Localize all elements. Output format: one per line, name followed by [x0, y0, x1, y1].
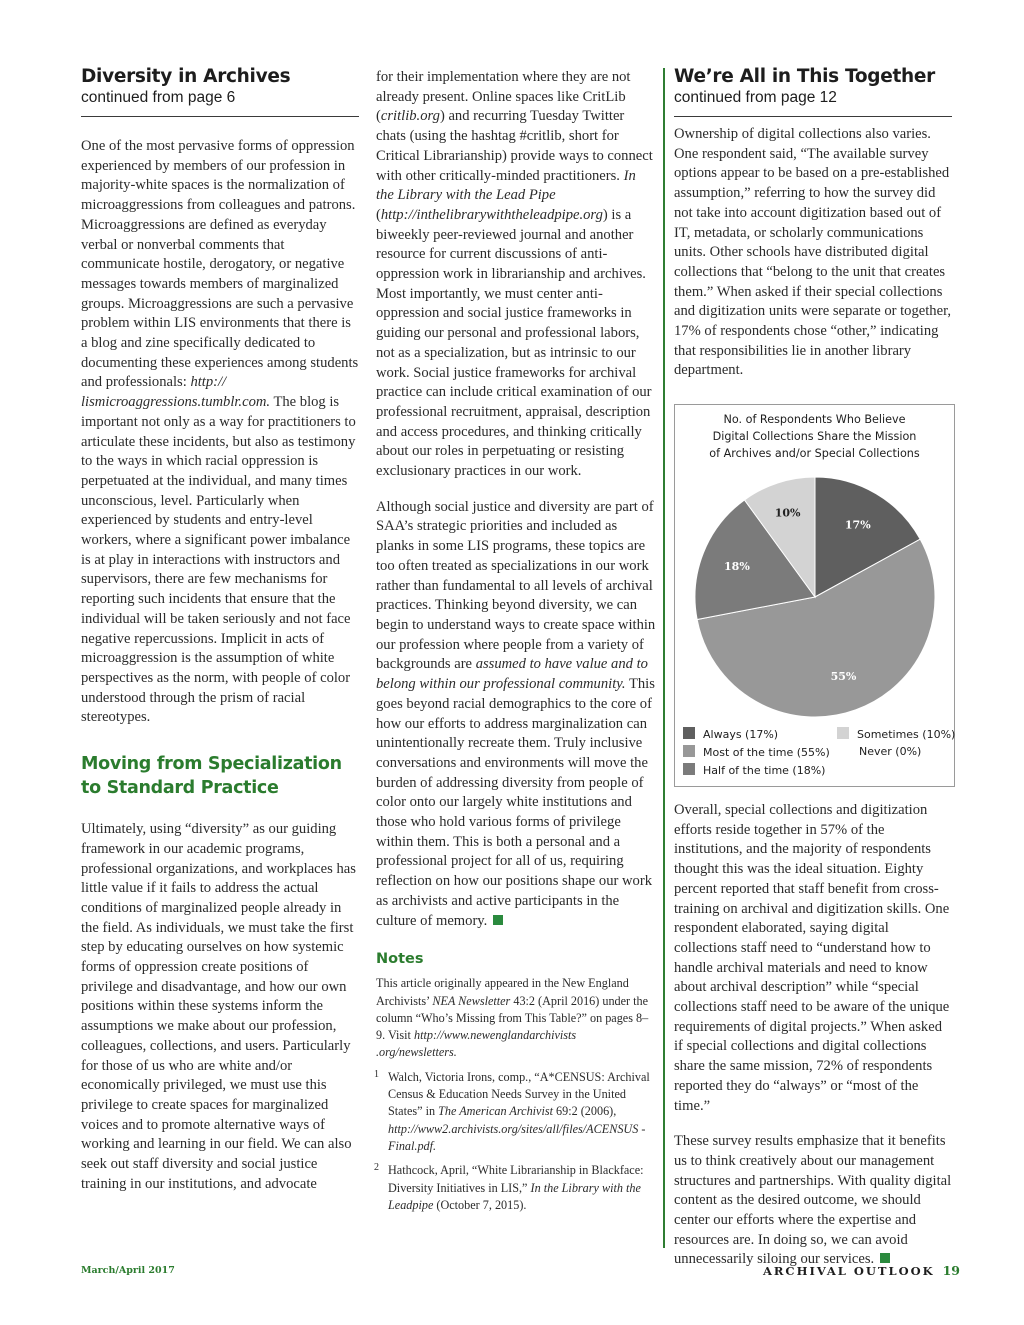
- body-paragraph: These survey results emphasize that it benefits us to think creatively about our management structures and partnerships. With quality digital content as the desired outcome, we should center our efforts where the expertise and resources are. In doing so, we can avoid unnecessarily siloing our services.: [674, 1133, 952, 1268]
- legend-item-sometimes: Sometimes (10%): [837, 727, 955, 741]
- footer-running-title: ARCHIVAL OUTLOOK 19: [762, 1263, 960, 1278]
- pie-slice-label: 55%: [830, 670, 857, 683]
- chart-title: No. of Respondents Who Believe Digital Collections Share the Mission of Archives and/or Special Collections: [709, 413, 920, 460]
- right-column-lower: [674, 801, 952, 1270]
- legend-swatch: [683, 763, 695, 775]
- pie-chart-box: [674, 404, 955, 787]
- body-paragraph: Ultimately, using “diversity” as our guiding framework in our academic programs, professional organizations, and workplaces has little value if it fails to address the actual conditions of marginalized people already in the field. As individuals, we must take the first step by educating ourselves on how systemic forms of oppression create positions of privilege and disadvantage, and how our own positions within these systems inform the assumptions we make about our profession, colleagues, collections, and users. Particularly for those of us who are white and/or economically privileged, we must use this privilege to create spaces for marginalized voices and to promote alternative ways of working and learning in our field. We can also seek out staff diversity and social justice training in our institutions, and advocate: [81, 821, 356, 1192]
- pie-slice-label: 10%: [774, 506, 801, 520]
- column-divider: [663, 68, 665, 1248]
- footnote-number: 1: [374, 1068, 379, 1080]
- footnote-2: 2 Hathcock, April, “White Librarianship in Blackface: Diversity Initiatives in LIS,” In the Library with the Leadpipe (October 7, 2015).: [376, 1162, 656, 1214]
- continued-line: continued from page 12: [674, 89, 837, 106]
- continued-line: continued from page 6: [81, 89, 236, 106]
- section-heading: Moving from Specialization to Standard Practice: [81, 754, 342, 799]
- legend-item-never: Never (0%): [859, 745, 922, 758]
- note-intro: This article originally appeared in the New England Archivists’ NEA Newsletter 43:2 (April 2016) under the column “Who’s Missing from This Table?” on pages 8–9. Visit http://www.newenglandarchivists .org/newsletters.: [376, 976, 649, 1060]
- body-paragraph: Overall, special collections and digitization efforts reside together in 57% of the institutions, and the majority of respondents thought this was the ideal situation. Eighty percent reported that staff benefit from cross-training on archival and digitization skills. One respondent elaborated, saying digital collections staff need to “understand how to handle archival materials and need to know about archival description” while “special collections staff need to be aware of the unique requirements of digital projects.” When asked if special collections and digital collections share the same mission, 72% of respondents reported they do “always” or “most of the time.”: [674, 802, 950, 1114]
- body-paragraph: Ownership of digital collections also varies. One respondent said, “The available survey options appear to be based on a pre-established assumption,” referring to how the survey did not take into account digitization based out of IT, metadata, or scholarly communications units. Other schools have distributed digital collections that “belong to the unit that creates them.” When asked if their special collections and digitization units were separate or together, 17% of respondents chose “other,” indicating that responsibilities lie in another library department.: [674, 126, 952, 379]
- body-paragraph: for their implementation where they are not already present. Online spaces like CritLib (critlib.org) and recurring Tuesday Twitter chats (using the hashtag #critlib, short for Critical Librarianship) provide ways to connect with other critically-minded practitioners. In the Library with the Lead Pipe (http://inthelibrarywiththeleadpipe.org) is a biweekly peer-reviewed journal and another resource for current discussions of anti-oppression work in librarianship and archives. Most importantly, we must center anti-oppression and social justice frameworks in guiding our personal and professional labors, not as a specialization, but as intrinsic to our work. Social justice frameworks for archival practice can include critical examination of our professional recruitment, appraisal, description and access procedures, and thinking critically about our roles in perpetuating or resisting exclusionary practices in our work.: [376, 69, 653, 480]
- legend-item-most: Most of the time (55%): [683, 745, 830, 759]
- body-paragraph: One of the most pervasive forms of oppression experienced by members of our profession in majority-white spaces is the normalization of microaggressions from colleagues and patrons. Microaggressions are defined as everyday verbal or nonverbal comments that communicate hostile, derogatory, or negative messages towards members of marginalized groups. Microaggressions are such a pervasive problem within LIS environments that there is a blog and zine specifically dedicated to documenting these experiences among students and professionals: http:// lismicroaggressions.tumblr.com. The blog is important not only as a way for practitioners to articulate these incidents, but also as testimony to the ways in which racial oppression is perpetuated at the individual, and many times unconscious, level. Particularly when experienced by students and entry-level workers, where a significant power imbalance is at play in interactions with instructors and supervisors, there are few mechanisms for reporting such incidents that ensure that the individual will be taken seriously and not face negative repercussions. Implicit in acts of microaggression is the assumption of white perspectives as the norm, with people of color understood through the prism of racial stereotypes.: [81, 138, 359, 726]
- middle-column: [376, 66, 656, 1214]
- end-of-article-mark: [880, 1253, 890, 1263]
- legend-swatch: [683, 727, 695, 739]
- left-column: [81, 66, 359, 1194]
- article-title-together: We’re All in This Together: [674, 66, 935, 87]
- body-paragraph: Although social justice and diversity are part of SAA’s strategic priorities and included as planks in some LIS programs, these topics are too often treated as specializations in our work rather than fundamental to all levels of archival practices. Thinking beyond diversity, we can begin to understand ways to create space within our profession where people from a variety of backgrounds are assumed to have value and to belong within our professional community. This goes beyond racial demographics to the core of how our efforts to address marginalization can unintentionally recreate them. Truly inclusive conversations and environments will move the burden of addressing diversity from people of color onto our largely white institutions and those who hold various forms of privilege within them. This is both a personal and a professional project for all of us, requiring reflection on how our positions shape our work as archivists and active participants in the culture of memory.: [376, 498, 656, 929]
- footnote-1: 1 Walch, Victoria Irons, comp., “A*CENSUS: Archival Census & Education Needs Survey in the United States” in The American Archivist 69:2 (2006), http://www2.archivists.org/sites/all/files/ACENSUS -Final.pdf.: [376, 1069, 656, 1155]
- legend-item-half: Half of the time (18%): [683, 763, 825, 777]
- title-rule: [674, 116, 952, 117]
- legend-swatch: [837, 727, 849, 739]
- journal-title: In the Library with the Lead Pipe: [376, 167, 636, 204]
- legend-swatch: [683, 745, 695, 757]
- title-rule: [81, 116, 359, 117]
- pie-slice-label: 17%: [844, 518, 871, 532]
- legend-item-always: Always (17%): [683, 727, 778, 741]
- end-of-article-mark: [493, 915, 503, 925]
- pie-slice-label: 18%: [724, 560, 750, 574]
- notes-heading: Notes: [376, 951, 424, 968]
- journal-url: http://inthelibrarywiththeleadpipe.org: [380, 206, 603, 223]
- article-title-diversity: Diversity in Archives: [81, 66, 291, 87]
- footer-issue-date: March/April 2017: [81, 1265, 175, 1276]
- page-number: 19: [942, 1263, 960, 1278]
- blog-url: http:// lismicroaggressions.tumblr.com.: [81, 374, 271, 411]
- footnote-number: 2: [374, 1162, 379, 1174]
- critlib-url: critlib.org: [380, 108, 440, 125]
- chart-legend: [675, 405, 954, 786]
- right-column: [674, 66, 952, 381]
